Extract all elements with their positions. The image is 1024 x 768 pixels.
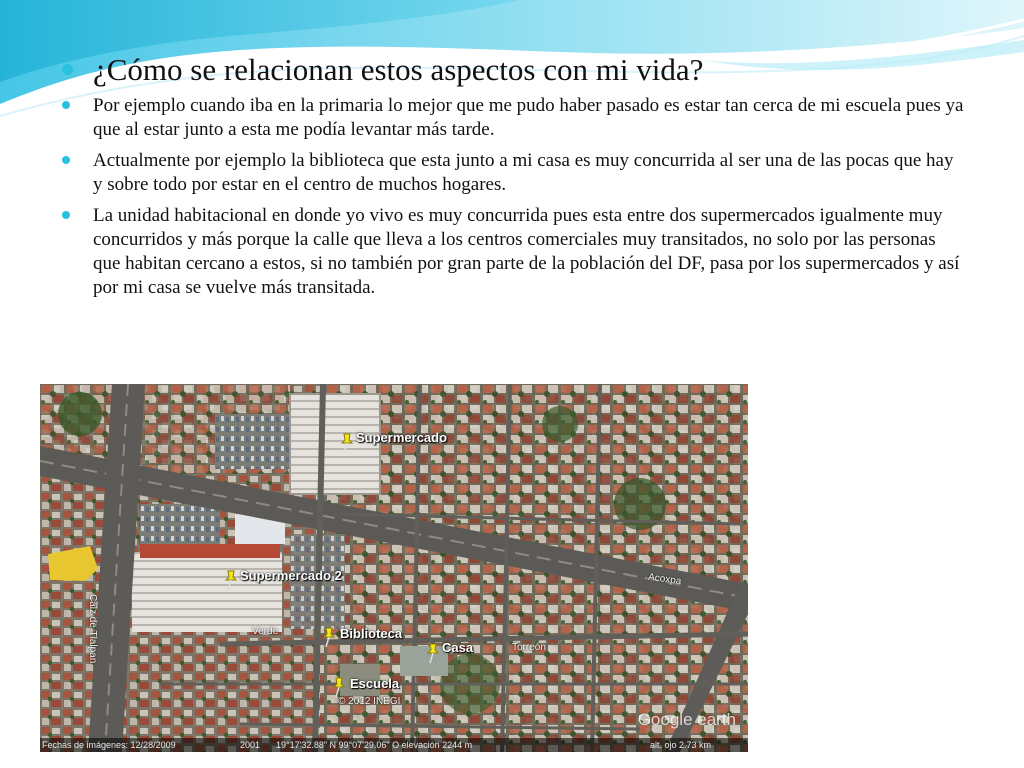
bullet-item: [62, 149, 967, 197]
bullet-icon: [62, 156, 70, 164]
pushpin-icon[interactable]: [320, 626, 336, 648]
bullet-text: Por ejemplo cuando iba en la primaria lo mejor que me pudo haber pasado es estar tan cerca de mi escuela pues ya que al estar junto a esta me podía levantar más tarde.: [93, 95, 964, 140]
bullet-text: Actualmente por ejemplo la biblioteca que esta junto a mi casa es muy concurrida al ser una de las pocas que hay y sobre todo por estar en el centro de muchos hogares.: [93, 150, 954, 195]
google-earth-watermark: Google earth: [637, 710, 736, 729]
satellite-map: [40, 384, 748, 752]
pushpin-icon[interactable]: [222, 569, 238, 591]
map-status-bar: [40, 738, 748, 752]
street-label-verde: Verde: [252, 626, 279, 637]
map-label-biblioteca[interactable]: Biblioteca: [340, 626, 403, 641]
street-label-calzada: Calz de Tlalpan: [87, 594, 98, 664]
street-label-torreon: Torreón: [512, 642, 546, 653]
status-eye-altitude: alt. ojo 2.73 km: [650, 740, 712, 750]
pushpin-icon[interactable]: [330, 676, 346, 698]
status-coordinates: 19°17'32.88" N 99°07'29.06" O elevación 2244 m: [276, 740, 473, 750]
slide-title-row: [62, 52, 967, 88]
status-year: 2001: [240, 740, 261, 750]
bullet-icon: [62, 101, 70, 109]
street-label-acoxpa: Acoxpa: [647, 571, 682, 588]
bullet-icon: [62, 64, 73, 75]
pushpin-icon[interactable]: [424, 642, 440, 664]
map-copyright: © 2012 INEGI: [338, 696, 401, 707]
slide-content: [62, 52, 967, 307]
bullet-icon: [62, 211, 70, 219]
slide-title: ¿Cómo se relacionan estos aspectos con mi vida?: [93, 52, 704, 87]
map-label-casa[interactable]: Casa: [442, 640, 474, 655]
map-label-escuela[interactable]: Escuela: [350, 676, 400, 691]
bullet-text: La unidad habitacional en donde yo vivo es muy concurrida pues esta entre dos supermercados igualmente muy concurridos y más porque la calle que lleva a los centros comerciales muy transitados, no solo por las personas que habitan cercano a estos, si no también por gran parte de la población del DF, pasa por los supermercados y así por mi casa se vuelve más transitada.: [93, 205, 960, 298]
status-imagery-date: Fechas de imágenes: 12/28/2009: [42, 740, 176, 750]
pushpin-icon[interactable]: [338, 432, 354, 454]
map-label-supermercado[interactable]: Supermercado: [356, 430, 448, 445]
map-label-supermercado-2[interactable]: Supermercado 2: [240, 568, 342, 583]
bullet-item: [62, 204, 967, 300]
bullet-item: [62, 94, 967, 142]
